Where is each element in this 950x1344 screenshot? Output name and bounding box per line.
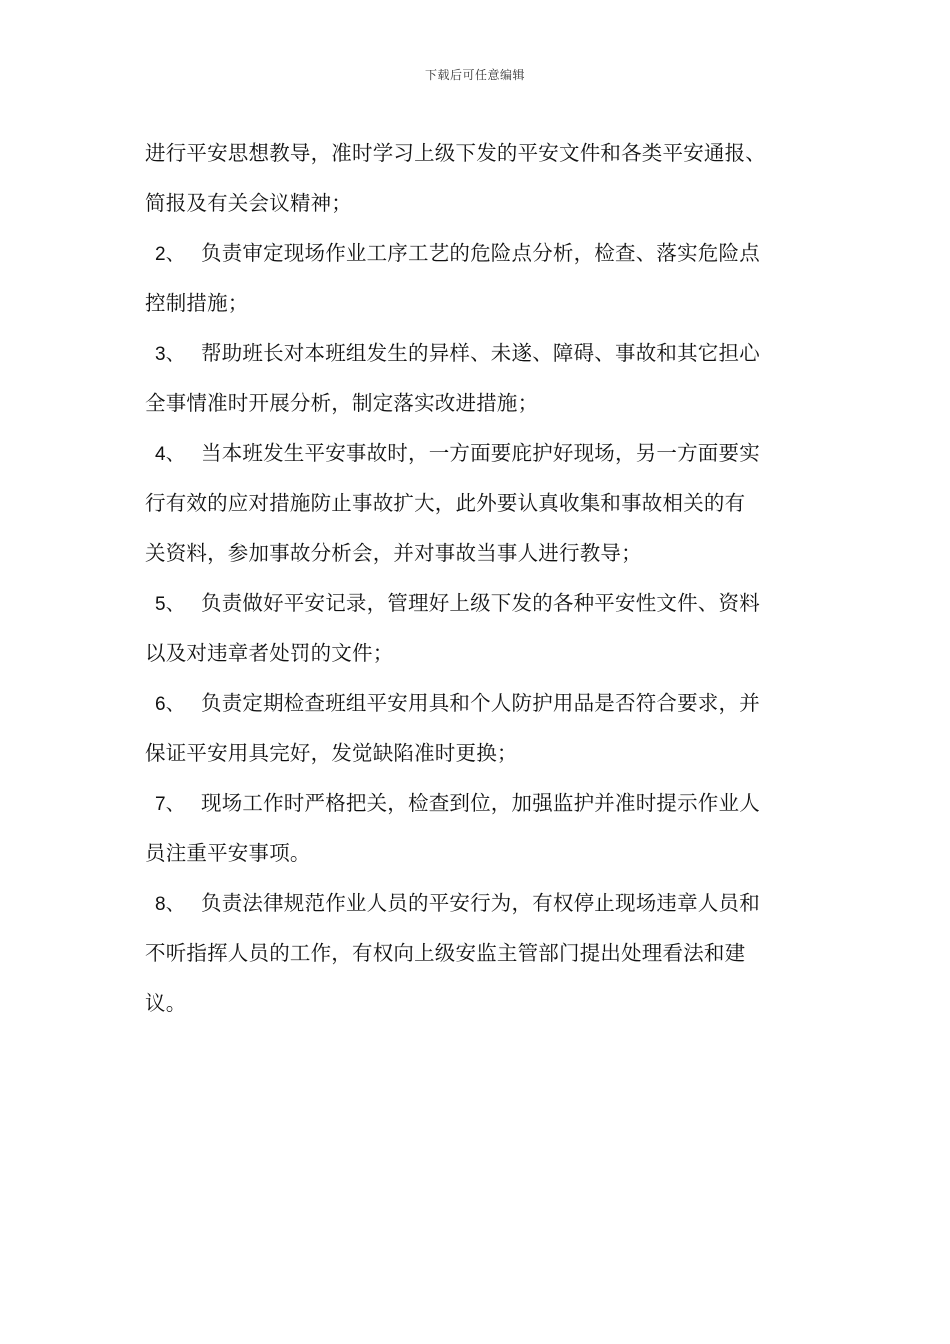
item-number: 5、 [155, 594, 185, 615]
line-text: 进行平安思想教导，准时学习上级下发的平安文件和各类平安通报、 [145, 141, 766, 165]
list-item [145, 578, 825, 628]
line-text: 负责做好平安记录，管理好上级下发的各种平安性文件、资料 [201, 591, 760, 615]
line-text: 不听指挥人员的工作，有权向上级安监主管部门提出处理看法和建 [145, 941, 746, 965]
list-item [145, 778, 825, 828]
list-item [145, 878, 825, 928]
line-text: 简报及有关会议精神； [145, 191, 352, 215]
text-line [145, 378, 825, 428]
line-text: 员注重平安事项。 [145, 841, 311, 865]
text-line [145, 178, 825, 228]
item-number: 8、 [155, 894, 185, 915]
line-text: 行有效的应对措施防止事故扩大，此外要认真收集和事故相关的有 [145, 491, 746, 515]
text-line [145, 528, 825, 578]
list-item [145, 328, 825, 378]
list-item [145, 228, 825, 278]
text-line [145, 978, 825, 1028]
line-text: 负责定期检查班组平安用具和个人防护用品是否符合要求，并 [201, 691, 760, 715]
text-line [145, 478, 825, 528]
list-item [145, 678, 825, 728]
text-line [145, 728, 825, 778]
item-number: 7、 [155, 794, 185, 815]
line-text: 负责法律规范作业人员的平安行为，有权停止现场违章人员和 [201, 891, 760, 915]
line-text: 关资料，参加事故分析会，并对事故当事人进行教导； [145, 541, 642, 565]
line-text: 负责审定现场作业工序工艺的危险点分析，检查、落实危险点 [201, 241, 760, 265]
line-text: 全事情准时开展分析，制定落实改进措施； [145, 391, 539, 415]
line-text: 帮助班长对本班组发生的异样、未遂、障碍、事故和其它担心 [201, 341, 760, 365]
line-text: 当本班发生平安事故时，一方面要庇护好现场，另一方面要实 [201, 441, 760, 465]
page-header: 下载后可任意编辑 [424, 68, 525, 82]
line-text: 以及对违章者处罚的文件； [145, 641, 394, 665]
text-line [145, 278, 825, 328]
item-number: 4、 [155, 444, 185, 465]
text-line [145, 128, 825, 178]
text-line [145, 628, 825, 678]
document-body [145, 128, 825, 1028]
line-text: 议。 [145, 991, 187, 1015]
item-number: 2、 [155, 244, 185, 265]
list-item [145, 428, 825, 478]
line-text: 保证平安用具完好，发觉缺陷准时更换； [145, 741, 518, 765]
line-text: 控制措施； [145, 291, 249, 315]
line-text: 现场工作时严格把关，检查到位，加强监护并准时提示作业人 [201, 791, 760, 815]
text-line [145, 928, 825, 978]
item-number: 6、 [155, 694, 185, 715]
item-number: 3、 [155, 344, 185, 365]
text-line [145, 828, 825, 878]
